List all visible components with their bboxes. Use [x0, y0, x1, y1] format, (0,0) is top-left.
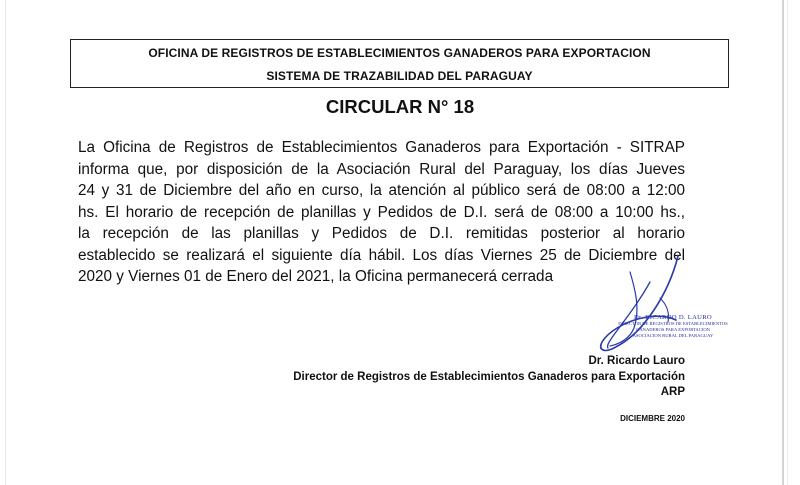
body-line: hs. El horario de recepción de planillas y Pedidos de D.I. será de 08:00 a 10:00 hs., [78, 203, 685, 221]
body-line: informa que, por disposición de la Asociación Rural del Paraguay, los días Jueves [78, 160, 685, 178]
header-office-name: OFICINA DE REGISTROS DE ESTABLECIMIENTOS GANADEROS PARA EXPORTACION [148, 46, 651, 60]
body-line: 2020 y Viernes 01 de Enero del 2021, la Oficina permanecerá cerrada [78, 268, 554, 285]
header-box [70, 39, 729, 88]
stamp-line: GANADEROS PARA EXPORTACION [636, 327, 710, 332]
page-edge-right [782, 0, 784, 485]
signer-title: Director de Registros de Establecimientos Ganaderos para Exportación [293, 371, 685, 383]
body-line: 24 y 31 de Diciembre del año en curso, la atención al público será de 08:00 a 12:00 [78, 182, 685, 199]
page-edge-right-shadow [787, 0, 788, 485]
signer-organization: ARP [660, 386, 685, 398]
stamp-name: Dr. RICARDO D. LAURO [634, 314, 712, 321]
stamp-line: ASOCIACION RURAL DEL PARAGUAY [632, 333, 714, 338]
header-system-name: SISTEMA DE TRAZABILIDAD DEL PARAGUAY [266, 69, 533, 83]
stamp-line: DIRECTOR DE REGISTROS DE ESTABLECIMIENTOS [618, 321, 728, 326]
document-date: DICIEMBRE 2020 [620, 414, 685, 423]
body-line: La Oficina de Registros de Establecimientos Ganaderos para Exportación - SITRAP [78, 139, 685, 156]
signer-name: Dr. Ricardo Lauro [588, 355, 685, 367]
circular-title: CIRCULAR N° 18 [325, 96, 475, 117]
body-line: establecido se realizará el siguiente día hábil. Los días Viernes 25 de Diciembre del [78, 246, 685, 264]
handwritten-signature [590, 252, 700, 357]
page-edge-left [5, 0, 6, 485]
body-line: la recepción de las planillas y Pedidos de D.I. remitidas posterior al horario [78, 225, 685, 242]
